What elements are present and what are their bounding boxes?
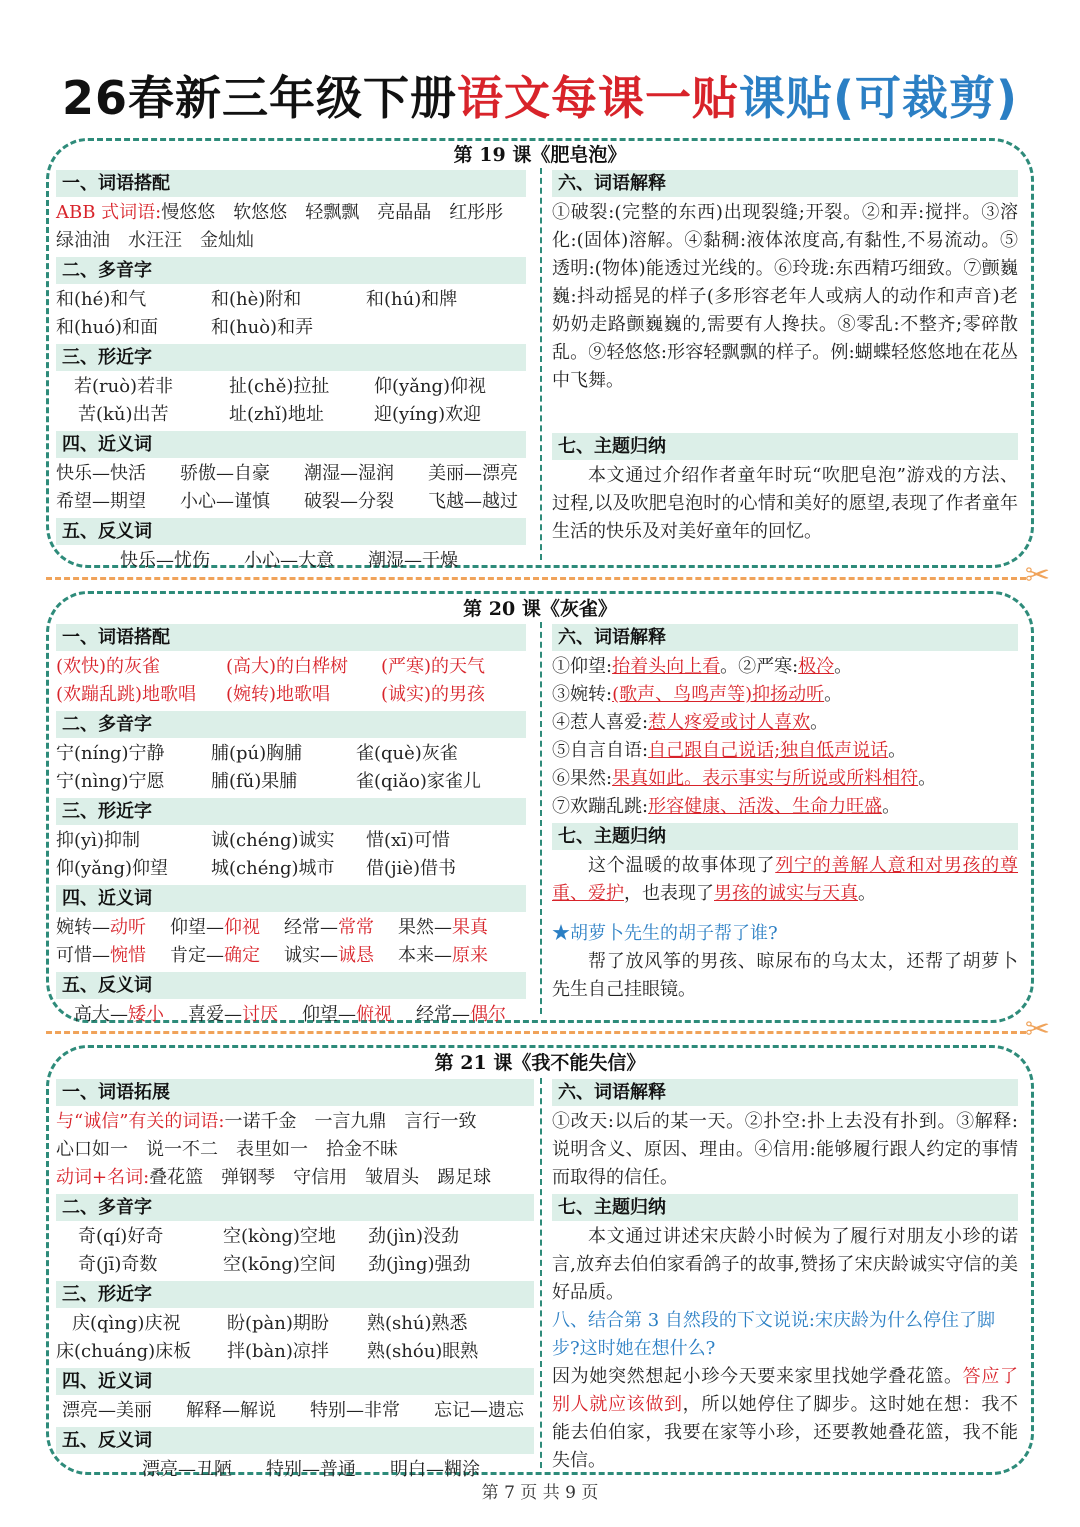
section-heading: 二、多音字 (56, 257, 526, 284)
section-heading: 三、形近字 (56, 344, 526, 371)
section-heading: 五、反义词 (56, 518, 526, 545)
section-heading: 七、主题归纳 (552, 1194, 1018, 1221)
lesson-19-right (552, 168, 1018, 546)
section-heading: 五、反义词 (56, 1427, 534, 1454)
section-heading: 一、词语拓展 (56, 1079, 534, 1106)
section-heading: 六、词语解释 (552, 1079, 1018, 1106)
section-heading: 四、近义词 (56, 1368, 534, 1395)
section-heading: 六、词语解释 (552, 624, 1018, 651)
lesson-21-right (552, 1077, 1018, 1475)
theme-summary: 这个温暖的故事体现了列宁的善解人意和对男孩的尊重、爱护，也表现了男孩的诚实与天真。 (552, 855, 1019, 904)
lesson-19-title: 第 19 课《肥皂泡》 (453, 144, 627, 166)
cut-line (46, 577, 1026, 580)
lesson-19-left: 一、词语搭配 ABB 式词语:慢悠悠 软悠悠 轻飘飘 亮晶晶 红彤彤 绿油油 水汪汪 金灿灿 二、多音字 和(hé)和气 和(hè)附和 和(hú)和牌 和(huó)和面 和(huò)和弄 三、形近字 若(ruò)若非 扯(chě)拉扯 仰(yǎng)仰视 苦(kǔ)出苦 址(zhǐ)地址 迎(yíng)欢迎 四、近义词 快乐—快活 骄傲—自豪 潮湿—湿润 美丽—漂亮 希望—期望 小心—谨慎 破裂—分裂 飞越—越过 五、反义词 快乐—忧伤 小心—大意 潮湿—干燥 (56, 168, 526, 575)
lesson-20-left: 一、词语搭配 (欢快)的灰雀 (高大)的白桦树 (严寒)的天气 (欢蹦乱跳)地歌唱 (婉转)地歌唱 (诚实)的男孩 二、多音字 宁(níng)宁静 脯(pú)胸脯 雀(què)灰雀 宁(nìng)宁愿 脯(fǔ)果脯 雀(qiǎo)家雀儿 三、形近字 抑(yì)抑制 诚(chéng)诚实 惜(xī)可惜 仰(yǎng)仰望 城(chéng)城市 借(jiè)借书 四、近义词 婉转—动听 仰望—仰视 经常—常常 果然—果真 可惜—惋惜 肯定—确定 诚实—诚恳 本来—原来 五、反义词 高大—矮小 喜爱—讨厌 仰望—俯视 经常—偶尔 (56, 622, 526, 1029)
section-heading: 七、主题归纳 (552, 823, 1018, 850)
scissors-icon: ✂ (1024, 558, 1050, 593)
section-heading: 二、多音字 (56, 1194, 534, 1221)
lesson-20-right: 六、词语解释 ①仰望:抬着头向上看。②严寒:极冷。 ③婉转:(歌声、鸟鸣声等)抑扬动听。 ④惹人喜爱:惹人疼爱或讨人喜欢。 ⑤自言自语:自己跟自己说话;独自低声说话。 ⑥果然:果真如此。表示事实与所说或所料相符。 ⑦欢蹦乱跳:形容健康、活泼、生命力旺盛。 七、主题归纳 这个温暖的故事体现了列宁的善解人意和对男孩的尊重、爱护，也表现了男孩的诚实与天真。 ★胡萝卜先生的胡子帮了谁? 帮了放风筝的男孩、晾尿布的乌太太，还帮了胡萝卜先生自己挂眼镜。 (552, 622, 1018, 1004)
theme-summary: 本文通过讲述宋庆龄小时候为了履行对朋友小珍的诺言,放弃去伯伯家看鸽子的故事,赞扬了宋庆龄诚实守信的美好品质。 (552, 1226, 1018, 1303)
section-heading: 二、多音字 (56, 711, 526, 738)
lesson-21-title: 第 21 课《我不能失信》 (434, 1052, 646, 1074)
section-heading: 三、形近字 (56, 798, 526, 825)
section-heading: 六、词语解释 (552, 170, 1018, 197)
bonus-question: ★胡萝卜先生的胡子帮了谁? (552, 923, 778, 944)
word-explanation: ①改天:以后的某一天。②扑空:扑上去没有扑到。③解释:说明含义、原因、理由。④信用:能够履行跟人约定的事情而取得的信任。 (552, 1111, 1018, 1188)
theme-summary: 本文通过介绍作者童年时玩“吹肥皂泡”游戏的方法、过程,以及吹肥皂泡时的心情和美好的愿望,表现了作者童年生活的快乐及对美好童年的回忆。 (552, 465, 1018, 542)
page-footer: 第 7 页 共 9 页 (481, 1483, 599, 1503)
word-explanation: ①破裂:(完整的东西)出现裂缝;开裂。②和弄:搅拌。③溶化:(固体)溶解。④黏稠:液体浓度高,有黏性,不易流动。⑤透明:(物体)能透过光线的。⑥玲珑:东西精巧细致。⑦颤巍巍:抖动摇晃的样子(多形容老年人或病人的动作和声音)老奶奶走路颤巍巍的,需要有人搀扶。⑧零乱:不整齐;零碎散乱。⑨轻悠悠:形容轻飘飘的样子。例:蝴蝶轻悠悠地在花丛中飞舞。 (552, 202, 1018, 391)
section-heading: 七、主题归纳 (552, 433, 1018, 460)
section-heading: 一、词语搭配 (56, 170, 526, 197)
section-heading: 一、词语搭配 (56, 624, 526, 651)
lesson-21-left: 一、词语拓展 与“诚信”有关的词语:一诺千金 一言九鼎 言行一致 心口如一 说一不二 表里如一 拾金不昧 动词+名词:叠花篮 弹钢琴 守信用 皱眉头 踢足球 二、多音字 奇(qí)好奇 空(kòng)空地 劲(jìn)没劲 奇(jī)奇数 空(kōng)空间 劲(jìng)强劲 三、形近字 庆(qìng)庆祝 盼(pàn)期盼 熟(shú)熟悉 床(chuáng)床板 拌(bàn)凉拌 熟(shóu)眼熟 四、近义词 漂亮—美丽 解释—解说 特别—非常 忘记—遗忘 五、反义词 漂亮—丑陋 特别—普通 明白—糊涂 (56, 1077, 534, 1484)
section-heading: 五、反义词 (56, 972, 526, 999)
section-heading: 四、近义词 (56, 885, 526, 912)
page-title: 26春新三年级下册语文每课一贴课贴(可裁剪) (61, 71, 1019, 125)
section-heading: 三、形近字 (56, 1281, 534, 1308)
question-answer: 因为她突然想起小珍今天要来家里找她学叠花篮。答应了别人就应该做到，所以她停住了脚步。这时她在想：我不能去伯伯家，我要在家等小珍，还要教她叠花篮，我不能失信。 (552, 1366, 1019, 1471)
bonus-answer: 帮了放风筝的男孩、晾尿布的乌太太，还帮了胡萝卜先生自己挂眼镜。 (552, 951, 1018, 1000)
section-heading: 四、近义词 (56, 431, 526, 458)
lesson-20-title: 第 20 课《灰雀》 (463, 598, 617, 620)
cut-line (46, 1031, 1026, 1034)
question-heading: 八、结合第 3 自然段的下文说说:宋庆龄为什么停住了脚步?这时她在想什么? (552, 1310, 995, 1359)
scissors-icon: ✂ (1024, 1012, 1050, 1047)
